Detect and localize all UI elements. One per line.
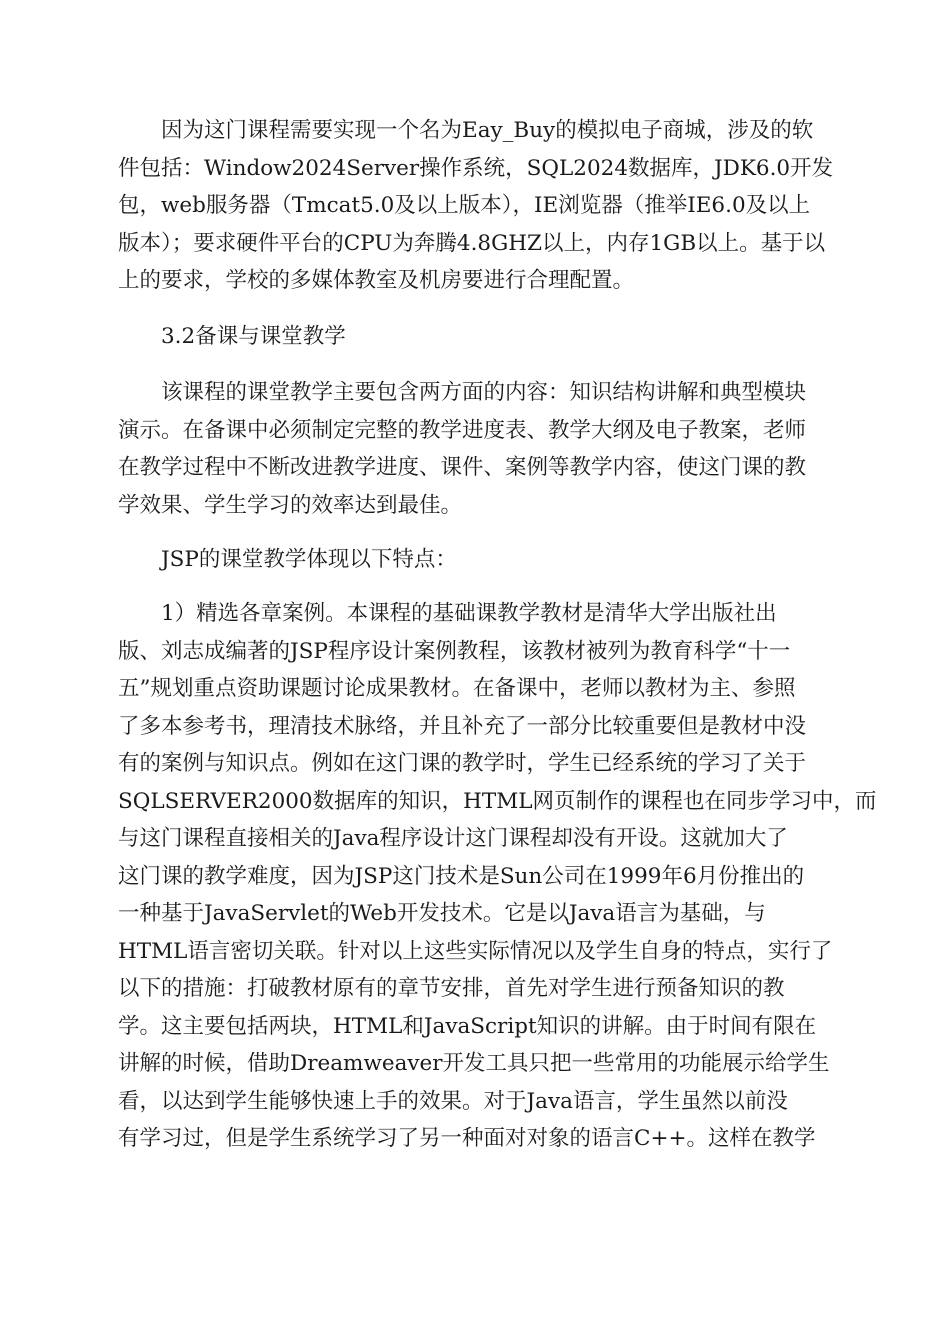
text-line: 该课程的课堂教学主要包含两方面的内容：知识结构讲解和典型模块 — [161, 380, 807, 405]
text-line: 学。这主要包括两块，HTML和JavaScript知识的讲解。由于时间有限在 — [118, 1013, 817, 1039]
text-line: SQLSERVER2000数据库的知识，HTML网页制作的课程也在同步学习中，而 — [118, 788, 877, 814]
text-line: 看，以达到学生能够快速上手的效果。对于Java语言，学生虽然以前没 — [118, 1088, 788, 1114]
text-line: 讲解的时候，借助Dreamweaver开发工具只把一些常用的功能展示给学生 — [118, 1051, 830, 1076]
text-line: 这门课的教学难度，因为JSP这门技术是Sun公司在1999年6月份推出的 — [118, 863, 805, 889]
text-line: 演示。在备课中必须制定完整的教学进度表、教学大纲及电子教案，老师 — [118, 417, 807, 443]
text-line: 五”规划重点资助课题讨论成果教材。在备课中，老师以教材为主、参照 — [118, 676, 796, 701]
text-line: 1）精选各章案例。本课程的基础课教学教材是清华大学出版社出 — [161, 601, 777, 626]
section-heading-3-2 — [118, 318, 834, 356]
text-line: 与这门课程直接相关的Java程序设计这门课程却没有开设。这就加大了 — [118, 826, 788, 851]
text-line: JSP的课堂教学体现以下特点： — [161, 547, 457, 572]
paragraph-classroom-teaching — [118, 374, 834, 524]
text-line: 一种基于JavaServlet的Web开发技术。它是以Java语言为基础，与 — [118, 901, 766, 926]
text-line: 版、刘志成编著的JSP程序设计案例教程，该教材被列为教育科学“十一 — [118, 638, 791, 664]
heading-line: 3.2备课与课堂教学 — [161, 324, 346, 349]
text-line: HTML语言密切关联。针对以上这些实际情况以及学生自身的特点，实行了 — [118, 938, 833, 964]
text-line: 上的要求，学校的多媒体教室及机房要进行合理配置。 — [118, 268, 635, 293]
text-line: 有学习过，但是学生系统学习了另一种面对对象的语言C++。这样在教学 — [118, 1126, 816, 1151]
text-line: 因为这门课程需要实现一个名为Eay_Buy的模拟电子商城，涉及的软 — [161, 118, 814, 143]
paragraph-jsp-features-intro — [118, 541, 834, 579]
text-line: 在教学过程中不断改进教学进度、课件、案例等教学内容，使这门课的教 — [118, 455, 807, 480]
text-line: 有的案例与知识点。例如在这门课的教学时，学生已经系统的学习了关于 — [118, 751, 807, 776]
text-line: 以下的措施：打破教材原有的章节安排，首先对学生进行预备知识的教 — [118, 976, 785, 1001]
text-line: 版本）；要求硬件平台的CPU为奔腾4.8GHZ以上，内存1GB以上。基于以 — [118, 230, 826, 256]
text-line: 包，web服务器（Tmcat5.0及以上版本），IE浏览器（推举IE6.0及以上 — [118, 193, 811, 218]
paragraph-software-requirements — [118, 112, 834, 300]
paragraph-selected-cases — [118, 595, 877, 1158]
text-line: 学效果、学生学习的效率达到最佳。 — [118, 492, 463, 518]
text-line: 了多本参考书，理清技术脉络，并且补充了一部分比较重要但是教材中没 — [118, 713, 807, 739]
text-line: 件包括：Window2024Server操作系统，SQL2024数据库，JDK6.0开发 — [118, 155, 834, 181]
